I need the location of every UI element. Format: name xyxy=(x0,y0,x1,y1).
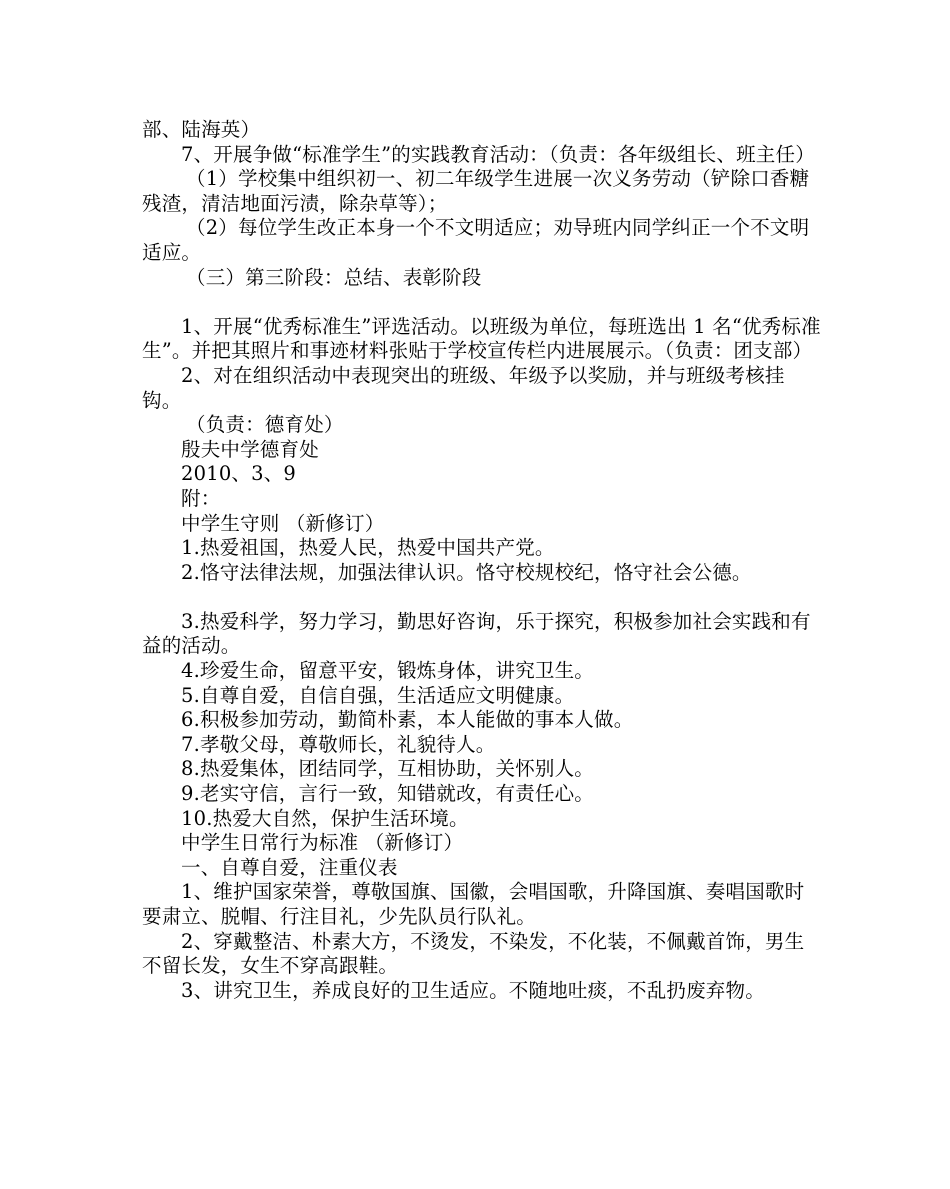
list-item: 3、讲究卫生，养成良好的卫生适应。不随地吐痰，不乱扔废弃物。 xyxy=(181,978,765,1002)
section-heading: 中学生守则 （新修订） xyxy=(181,511,385,535)
text-line: （负责：德育处） xyxy=(186,413,344,437)
list-item: 7.孝敬父母，尊敬师长，礼貌待人。 xyxy=(181,732,496,756)
section-heading: 中学生日常行为标准 （新修订） xyxy=(181,831,464,855)
section-heading: （三）第三阶段：总结、表彰阶段 xyxy=(186,265,482,289)
blank-line xyxy=(142,290,822,315)
list-item: 2.恪守法律法规，加强法律认识。恪守校规校纪，恪守社会公德。 xyxy=(181,560,752,584)
text-line: 7、开展争做“标准学生”的实践教育活动：（负责：各年级组长、班主任） xyxy=(181,142,815,166)
list-item: 4.珍爱生命，留意平安，锻炼身体，讲究卫生。 xyxy=(181,659,595,683)
list-item: 5.自尊自爱，自信自强，生活适应文明健康。 xyxy=(181,683,575,707)
list-item: 8.热爱集体，团结同学，互相协助，关怀别人。 xyxy=(181,757,595,781)
list-item: 9.老实守信，言行一致，知错就改，有责任心。 xyxy=(181,782,595,806)
list-item: 6.积极参加劳动，勤简朴素，本人能做的事本人做。 xyxy=(181,708,634,732)
signature-org: 殷夫中学德育处 xyxy=(181,437,319,461)
appendix-label: 附： xyxy=(181,486,221,510)
list-item: 3.热爱科学，努力学习，勤思好咨询，乐于探究，积极参加社会实践和有益的活动。 xyxy=(142,609,811,658)
list-item: 2、穿戴整洁、朴素大方，不烫发，不染发，不化装，不佩戴首饰，男生不留长发，女生不穿高跟鞋。 xyxy=(142,929,805,978)
list-item: 1.热爱祖国，热爱人民，热爱中国共产党。 xyxy=(181,536,555,560)
list-item: 1、维护国家荣誉，尊敬国旗、国徽，会唱国歌，升降国旗、奏唱国歌时要肃立、脱帽、行注目礼，少先队员行队礼。 xyxy=(142,880,805,928)
text-line: （2）每位学生改正本身一个不文明适应；劝导班内同学纠正一个不文明适应。 xyxy=(142,216,810,264)
blank-line xyxy=(142,585,822,610)
section-heading: 一、自尊自爱，注重仪表 xyxy=(181,855,398,879)
text-line: 2、对在组织活动中表现突出的班级、年级予以奖励，并与班级考核挂钩。 xyxy=(142,363,785,412)
text-line: 1、开展“优秀标准生”评选活动。以班级为单位，每班选出 1 名“优秀标准生”。并把其照片和事迹材料张贴于学校宣传栏内进展展示。（负责：团支部） xyxy=(142,314,821,363)
text-line: 部、陆海英） xyxy=(142,118,261,141)
document-page xyxy=(142,118,822,1003)
text-line: （1）学校集中组织初一、初二年级学生进展一次义务劳动（铲除口香糖残渣，清洁地面污渍，除杂草等）； xyxy=(142,167,810,215)
list-item: 10.热爱大自然，保护生活环境。 xyxy=(181,806,469,830)
signature-date: 2010、3、9 xyxy=(181,462,297,486)
